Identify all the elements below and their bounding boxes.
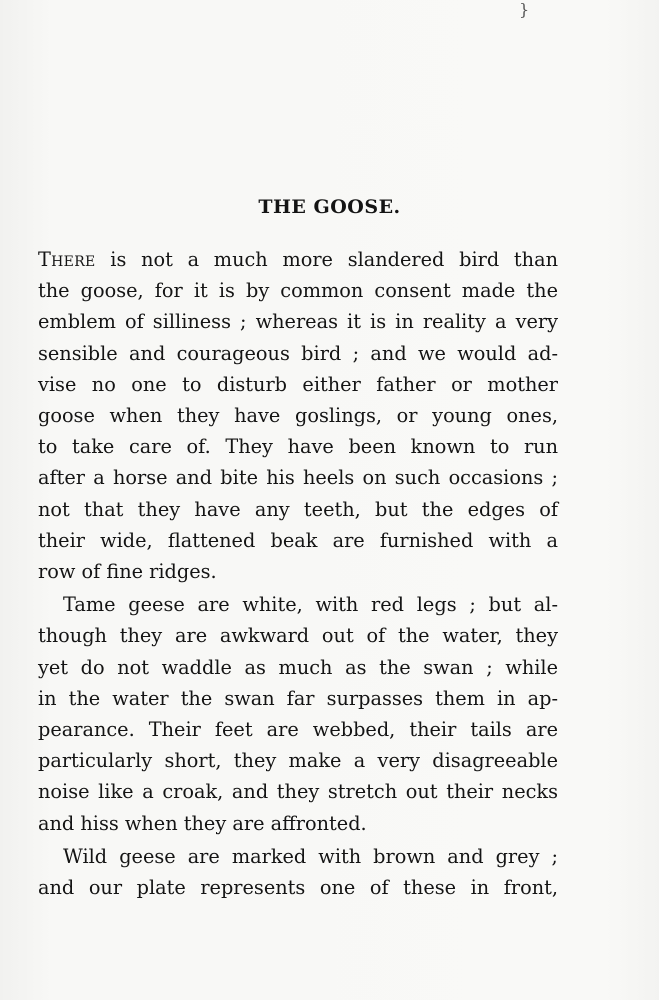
text-line: particularly short, they make a very disagreeable [38,749,558,773]
page-title: THE GOOSE. [258,196,401,218]
text-line: in the water the swan far surpasses them in ap- [38,686,558,710]
text-line: Tame geese are white, with red legs ; but al- [63,593,558,617]
text-line: to take care of. They have been known to run [38,435,558,459]
body-text [38,244,558,903]
text-line: row of fine ridges. [38,560,217,584]
text-line: their wide, flattened beak are furnished with a [38,528,558,552]
text-line: vise no one to disturb either father or mother [38,372,558,396]
page-corner-mark: } [519,0,530,19]
text-line: though they are awkward out of the water, they [38,624,558,648]
text-line: the goose, for it is by common consent made the [38,279,558,303]
text-line: yet do not waddle as much as the swan ; while [38,655,558,679]
text-line: There is not a much more slandered bird than [38,248,558,271]
text-line: sensible and courageous bird ; and we would ad- [38,341,558,365]
text-line: and hiss when they are affronted. [38,811,367,835]
text-line: emblem of silliness ; whereas it is in reality a very [38,310,558,334]
text-line: not that they have any teeth, but the edges of [38,497,558,521]
text-line: goose when they have goslings, or young ones, [38,404,558,428]
text-line: Wild geese are marked with brown and grey ; [63,844,558,868]
text-line: noise like a croak, and they stretch out their necks [38,780,558,804]
text-line: pearance. Their feet are webbed, their tails are [38,718,558,742]
text-line: and our plate represents one of these in front, [38,876,558,900]
text-line: after a horse and bite his heels on such occasions ; [38,466,558,490]
drop-lead-word: There [38,248,96,271]
